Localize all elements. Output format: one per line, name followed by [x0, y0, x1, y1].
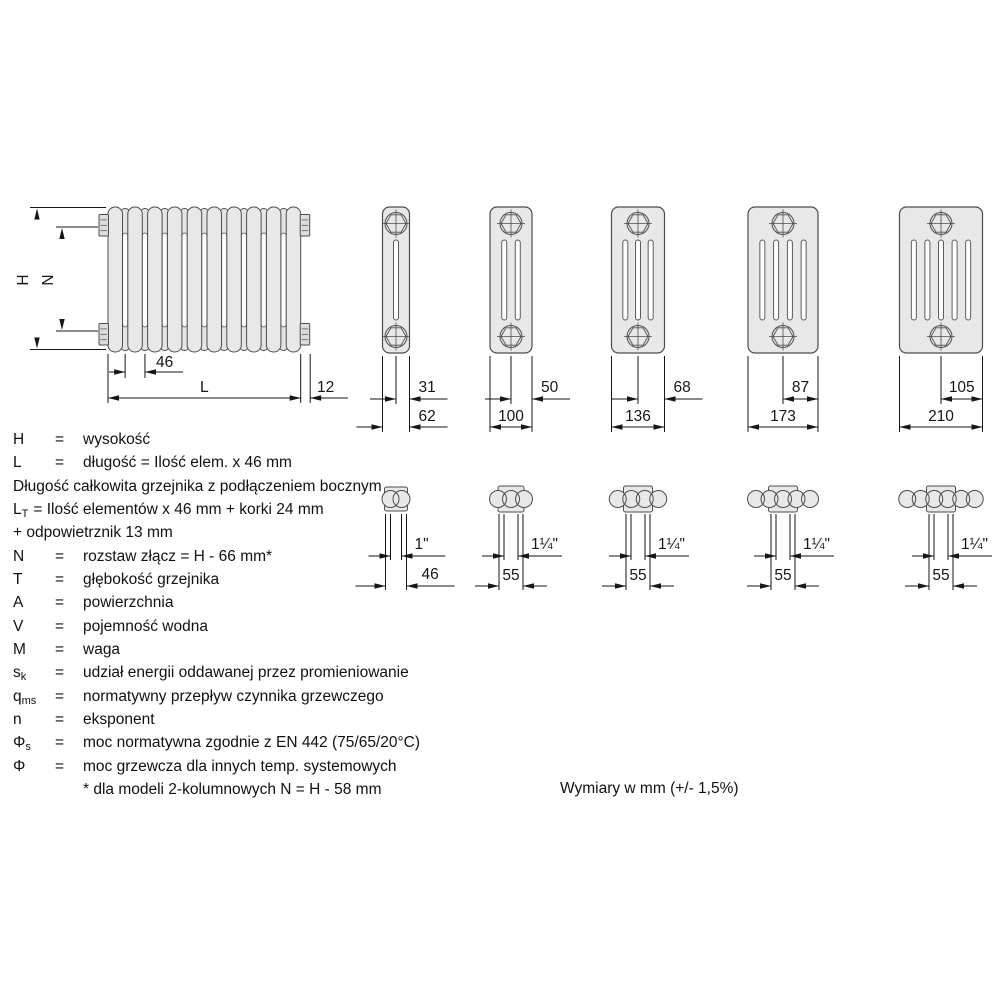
- legend-text: eksponent: [83, 711, 155, 729]
- thread-label: 1¼": [658, 536, 686, 553]
- half-width-arrow: [972, 396, 983, 401]
- half-width-label: 68: [673, 379, 691, 396]
- spacing-dim-arrow: [59, 228, 64, 239]
- thread-label: 1¼": [961, 536, 989, 553]
- pitch-dim-arrow: [953, 583, 964, 588]
- legend-symbol: L: [13, 454, 22, 472]
- length-arrow: [108, 395, 119, 400]
- element-gap-slot: [123, 233, 128, 327]
- half-width-label: 87: [791, 379, 810, 396]
- legend-text: * dla modeli 2-kolumnowych N = H - 58 mm: [83, 781, 382, 799]
- front-column-tube: [286, 207, 301, 352]
- cross-section-slot: [787, 240, 792, 320]
- front-column-tube: [207, 207, 222, 352]
- legend-equals: =: [55, 547, 65, 565]
- legend-symbol: LT: [13, 501, 29, 521]
- legend-text: udział energii oddawanej przez promieniowanie: [83, 664, 409, 682]
- legend-text: = Ilość elementów x 46 mm + korki 24 mm: [33, 501, 324, 519]
- legend-text: rozstaw złącz = H - 66 mm*: [83, 547, 273, 565]
- legend-equals: =: [55, 757, 65, 775]
- legend-row: [13, 594, 420, 617]
- cross-section-slot: [925, 240, 930, 320]
- length-label: L: [200, 379, 209, 396]
- legend-row: [13, 501, 420, 524]
- legend-text: pojemność wodna: [83, 617, 208, 635]
- half-width-arrow: [665, 396, 676, 401]
- legend-equals: =: [55, 734, 65, 752]
- half-width-arrow: [941, 396, 952, 401]
- legend-equals: =: [55, 641, 65, 659]
- full-width-arrow: [972, 424, 983, 429]
- legend-text: długość = Ilość elem. x 46 mm: [83, 454, 292, 472]
- cross-section-slot: [760, 240, 765, 320]
- legend-equals: =: [55, 711, 65, 729]
- legend-text: + odpowietrznik 13 mm: [13, 524, 173, 542]
- pitch-label: 55: [629, 567, 647, 584]
- element-gap-slot: [241, 233, 246, 327]
- full-width-arrow: [807, 424, 818, 429]
- thread-label: 1¼": [803, 536, 831, 553]
- full-width-arrow: [490, 424, 501, 429]
- legend-symbol: M: [13, 641, 26, 659]
- legend-text: moc normatywna zgodnie z EN 442 (75/65/20°C): [83, 734, 421, 752]
- cross-section-slot: [502, 240, 507, 320]
- height-dim-arrow: [34, 209, 39, 220]
- pitch-label: 55: [932, 567, 950, 584]
- half-width-arrow: [532, 396, 543, 401]
- element-width-arrow: [114, 369, 125, 374]
- full-width-arrow: [900, 424, 911, 429]
- legend-row: [13, 431, 420, 454]
- half-width-label: 31: [418, 379, 436, 396]
- half-width-arrow: [783, 396, 794, 401]
- legend-row: [13, 618, 420, 641]
- pitch-dim-arrow: [615, 583, 626, 588]
- front-column-tube: [167, 207, 182, 352]
- legend-symbol: sk: [13, 664, 27, 684]
- half-width-arrow: [385, 396, 396, 401]
- cross-section-slot: [952, 240, 957, 320]
- legend-equals: =: [55, 571, 65, 589]
- pitch-label: 46: [421, 566, 439, 583]
- cross-section-slot: [648, 240, 653, 320]
- full-width-label: 173: [770, 408, 796, 425]
- legend-row: [13, 478, 420, 501]
- dimensions-note: Wymiary w mm (+/- 1,5%): [560, 780, 739, 797]
- legend-row: [13, 641, 420, 664]
- legend-symbol: qms: [13, 687, 37, 707]
- pitch-dim-arrow: [795, 583, 806, 588]
- element-gap-slot: [222, 233, 227, 327]
- pitch-label: 55: [774, 567, 792, 584]
- legend-row: [13, 524, 420, 547]
- half-width-label: 105: [948, 379, 975, 396]
- spacing-label: N: [40, 274, 57, 286]
- legend-equals: =: [55, 454, 65, 472]
- cross-section-slot: [966, 240, 971, 320]
- legend-row: [13, 688, 420, 711]
- pitch-label: 55: [502, 567, 520, 584]
- full-width-arrow: [748, 424, 759, 429]
- element-gap-slot: [142, 233, 147, 327]
- pitch-dim-arrow: [918, 583, 929, 588]
- half-width-arrow: [410, 396, 421, 401]
- legend-equals: =: [55, 617, 65, 635]
- legend-row: [13, 454, 420, 477]
- full-width-label: 136: [625, 408, 651, 425]
- legend-text: moc grzewcza dla innych temp. systemowych: [83, 757, 397, 775]
- full-width-label: 62: [418, 408, 436, 425]
- front-column-tube: [247, 207, 262, 352]
- side-offset-arrow: [310, 395, 321, 400]
- legend-text: waga: [83, 641, 121, 659]
- front-column-tube: [128, 207, 143, 352]
- spacing-dim-arrow: [59, 319, 64, 330]
- legend-equals: =: [55, 687, 65, 705]
- cross-section-slot: [939, 240, 944, 320]
- length-arrow: [290, 395, 301, 400]
- cross-section-slot: [394, 240, 399, 320]
- legend-symbol: n: [13, 711, 22, 729]
- half-width-arrow: [807, 396, 818, 401]
- legend-symbol: A: [13, 594, 24, 612]
- legend-text: Długość całkowita grzejnika z podłączeniem bocznym: [13, 477, 382, 495]
- legend-equals: =: [55, 594, 65, 612]
- full-width-label: 210: [928, 408, 954, 425]
- cross-section-slot: [774, 240, 779, 320]
- front-column-tube: [108, 207, 123, 352]
- legend-symbol: H: [13, 431, 25, 448]
- height-label: H: [15, 274, 32, 286]
- thread-label: 1¼": [531, 536, 559, 553]
- legend-symbol: Φ: [13, 757, 26, 775]
- full-width-arrow: [410, 424, 421, 429]
- element-gap-slot: [182, 233, 187, 327]
- height-dim-arrow: [34, 338, 39, 349]
- side-offset-label: 12: [317, 379, 335, 396]
- cross-section-slot: [801, 240, 806, 320]
- element-gap-slot: [261, 233, 266, 327]
- legend-equals: =: [55, 664, 65, 682]
- legend-row: [13, 548, 420, 571]
- full-width-label: 100: [498, 408, 524, 425]
- legend: [13, 431, 420, 805]
- element-gap-slot: [162, 233, 167, 327]
- legend-symbol: N: [13, 547, 25, 565]
- full-width-arrow: [654, 424, 665, 429]
- thread-label: 1": [414, 536, 429, 553]
- legend-footnote: [13, 781, 420, 804]
- legend-row: [13, 571, 420, 594]
- cross-section-slot: [636, 240, 641, 320]
- element-gap-slot: [202, 233, 207, 327]
- half-width-arrow: [500, 396, 511, 401]
- full-width-arrow: [372, 424, 383, 429]
- pitch-dim-arrow: [650, 583, 661, 588]
- legend-row: [13, 758, 420, 781]
- half-width-arrow: [627, 396, 638, 401]
- legend-text: głębokość grzejnika: [83, 571, 220, 589]
- element-gap-slot: [281, 233, 286, 327]
- cross-section-slot: [623, 240, 628, 320]
- legend-symbol: T: [13, 571, 23, 589]
- cross-section-slot: [515, 240, 520, 320]
- legend-symbol: V: [13, 617, 24, 635]
- full-width-arrow: [521, 424, 532, 429]
- legend-row: [13, 711, 420, 734]
- legend-text: wysokość: [83, 431, 151, 448]
- element-width-label: 46: [156, 354, 174, 371]
- full-width-arrow: [612, 424, 623, 429]
- legend-text: powierzchnia: [83, 594, 174, 612]
- front-column-tube: [266, 207, 281, 352]
- legend-row: [13, 664, 420, 687]
- front-column-tube: [148, 207, 163, 352]
- front-column-tube: [187, 207, 202, 352]
- legend-row: [13, 734, 420, 757]
- legend-text: normatywny przepływ czynnika grzewczego: [83, 687, 384, 705]
- element-width-arrow: [145, 369, 156, 374]
- front-column-tube: [227, 207, 242, 352]
- pitch-dim-arrow: [488, 583, 499, 588]
- cross-section-slot: [911, 240, 916, 320]
- legend-equals: =: [55, 431, 65, 448]
- legend-symbol: Φs: [13, 734, 31, 754]
- pitch-dim-arrow: [523, 583, 534, 588]
- half-width-label: 50: [541, 379, 559, 396]
- pitch-dim-arrow: [760, 583, 771, 588]
